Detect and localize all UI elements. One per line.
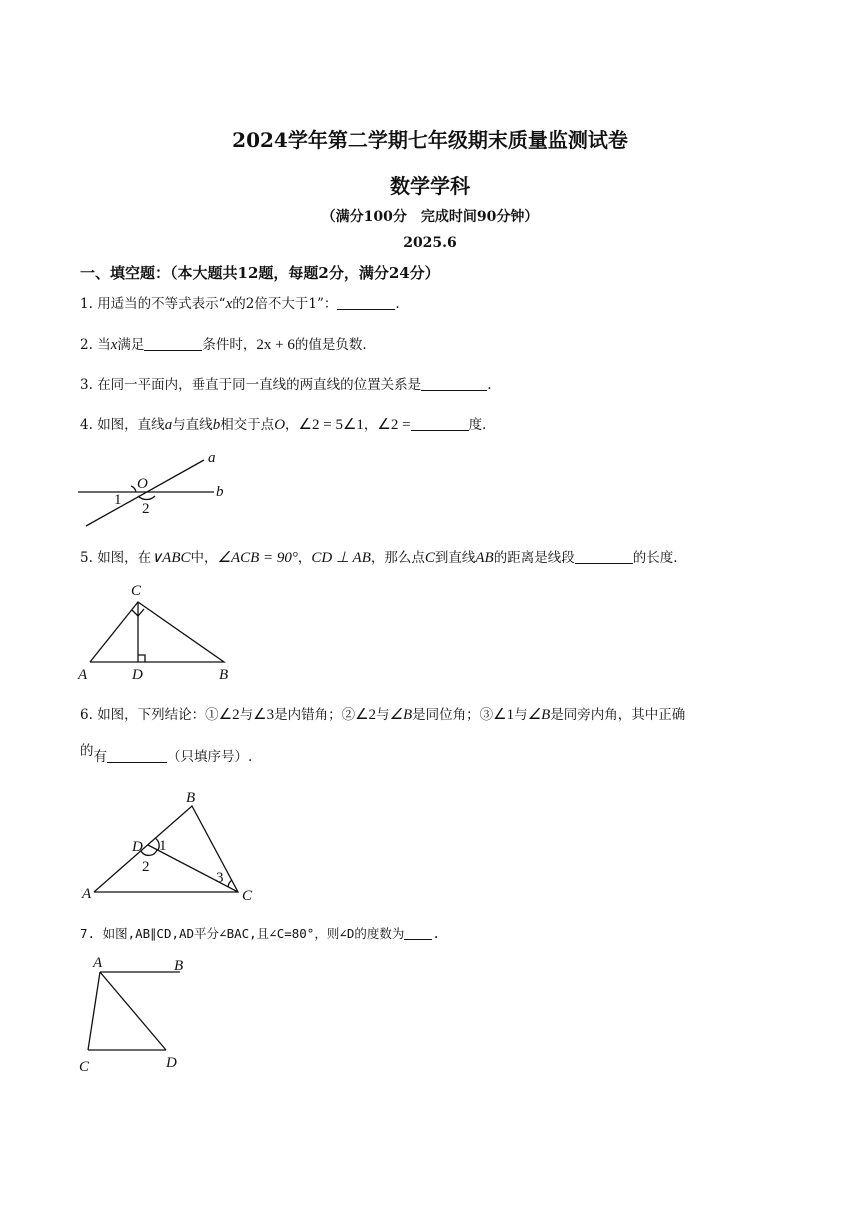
figure-right-triangle bbox=[76, 580, 246, 684]
answer-blank[interactable] bbox=[337, 295, 395, 310]
label-B: B bbox=[186, 790, 196, 806]
label-3: 3 bbox=[216, 870, 224, 886]
line-AC bbox=[88, 972, 100, 1050]
label-A: A bbox=[78, 667, 88, 683]
question-1: 1. 用适当的不等式表示“x的2倍不大于1”： . bbox=[80, 296, 400, 312]
label-D: D bbox=[132, 667, 143, 683]
answer-blank[interactable] bbox=[421, 376, 487, 391]
label-C: C bbox=[79, 1059, 90, 1075]
label-D: D bbox=[132, 839, 143, 855]
section-heading: 一、填空题：（本大题共12题，每题2分，满分24分） bbox=[80, 264, 440, 282]
line-AD bbox=[100, 972, 166, 1050]
label-2: 2 bbox=[142, 501, 150, 517]
question-6: 6. 如图，下列结论：①∠2与∠3是内错角；②∠2与∠B是同位角；③∠1与∠B是同旁内角，其中正确 bbox=[80, 707, 686, 723]
label-1: 1 bbox=[159, 838, 167, 854]
question-2: 2. 当x满足 条件时，2x + 6的值是负数. bbox=[80, 337, 367, 353]
exam-info: （满分100分 完成时间90分钟） bbox=[321, 209, 539, 225]
right-angle-mark-D bbox=[138, 655, 145, 662]
question-4: 4. 如图，直线a与直线b相交于点O，∠2 = 5∠1，∠2 = 度. bbox=[80, 417, 487, 433]
exam-date: 2025.6 bbox=[403, 235, 457, 251]
label-B: B bbox=[219, 667, 229, 683]
label-A: A bbox=[82, 886, 92, 902]
angle-1-arc bbox=[131, 486, 136, 492]
label-C: C bbox=[242, 888, 253, 904]
figure-triangle-abc bbox=[80, 788, 270, 908]
angle-2-arc bbox=[138, 496, 155, 500]
figure-parallel-lines bbox=[76, 950, 206, 1080]
answer-blank[interactable] bbox=[411, 416, 469, 431]
answer-blank[interactable] bbox=[404, 925, 432, 940]
label-1: 1 bbox=[114, 492, 122, 508]
angle-3-arc bbox=[228, 880, 232, 887]
question-3: 3. 在同一平面内，垂直于同一直线的两直线的位置关系是 . bbox=[80, 377, 492, 393]
answer-blank[interactable] bbox=[107, 748, 167, 763]
subject-title: 数学学科 bbox=[390, 174, 470, 198]
triangle-ABC bbox=[90, 602, 224, 662]
label-b: b bbox=[216, 484, 224, 500]
figure-intersecting-lines bbox=[76, 448, 236, 530]
answer-blank[interactable] bbox=[575, 549, 633, 564]
exam-title: 2024学年第二学期七年级期末质量监测试卷 bbox=[232, 128, 628, 152]
question-6-line2: 的有 （只填序号）. bbox=[80, 743, 253, 765]
label-B: B bbox=[174, 958, 184, 974]
label-2: 2 bbox=[142, 859, 150, 875]
question-7: 7. 如图,AB∥CD,AD平分∠BAC,且∠C=80°，则∠D的度数为 . bbox=[80, 926, 440, 941]
label-A: A bbox=[93, 955, 103, 971]
angle-2-arc bbox=[141, 850, 157, 855]
answer-blank[interactable] bbox=[144, 336, 202, 351]
label-C: C bbox=[131, 583, 142, 599]
label-O: O bbox=[137, 476, 148, 492]
label-a: a bbox=[208, 450, 216, 466]
question-5: 5. 如图，在∨ABC中，∠ACB = 90°，CD ⊥ AB，那么点C到直线AB的距离是线段 的长度. bbox=[80, 550, 678, 566]
label-D: D bbox=[166, 1055, 177, 1071]
